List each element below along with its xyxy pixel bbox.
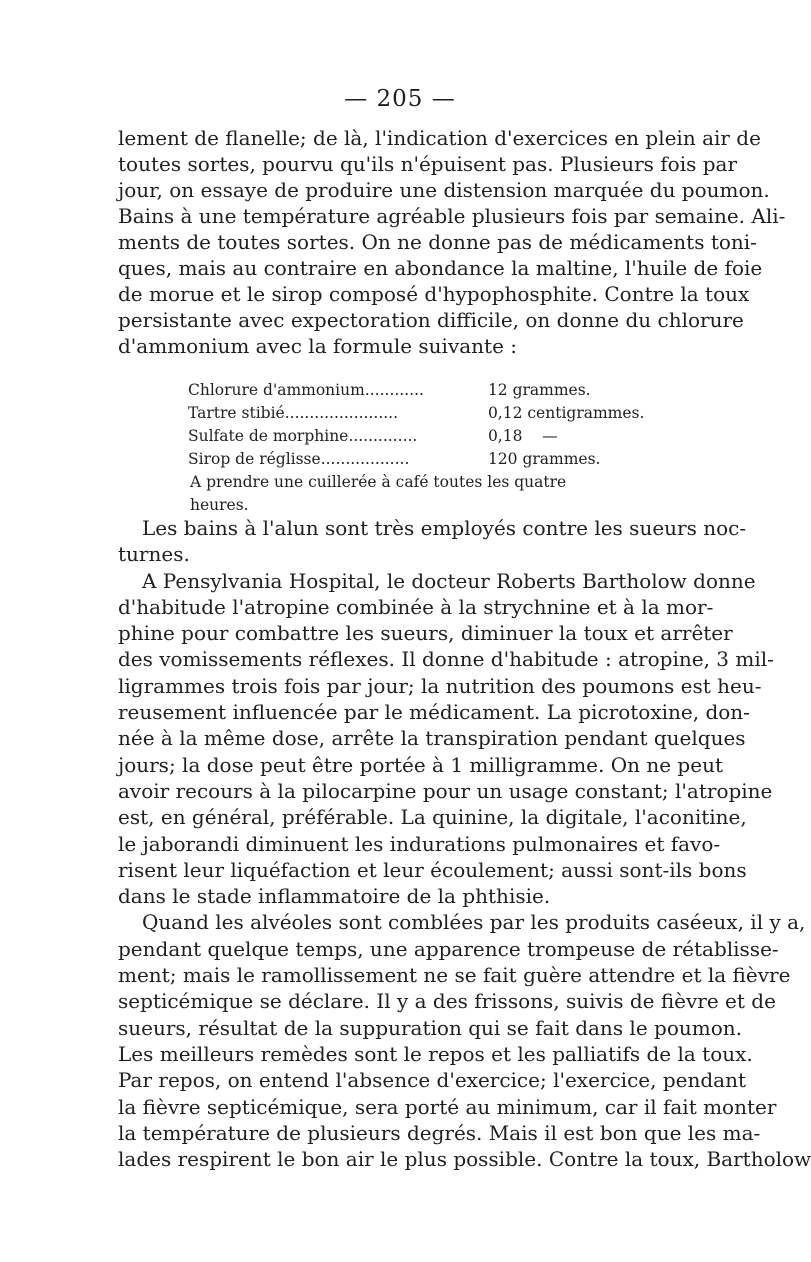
text-line: septicémique se déclare. Il y a des frissons, suivis de fièvre et de (118, 989, 776, 1014)
text-line: née à la même dose, arrête la transpiration pendant quelques (118, 726, 746, 751)
text-line: pendant quelque temps, une apparence trompeuse de rétablisse- (118, 936, 779, 961)
paragraph-remedies (118, 515, 811, 1172)
text-line: la fièvre septicémique, sera porté au minimum, car il fait monter (118, 1094, 777, 1119)
ingredient-name: Chlorure d'ammonium............ (188, 381, 424, 399)
page-number: — 205 — (344, 86, 456, 112)
text-line: Les bains à l'alun sont très employés contre les sueurs noc- (142, 516, 747, 540)
ingredient-quantity: 0,18 — (487, 427, 558, 445)
text-line: lement de flanelle; de là, l'indication d'exercices en plein air de (118, 126, 761, 150)
formula-row (188, 448, 608, 471)
text-line: ligrammes trois fois par jour; la nutrition des poumons est heu- (118, 673, 762, 698)
text-line: toutes sortes, pourvu qu'ils n'épuisent pas. Plusieurs fois par (118, 152, 738, 176)
prescription-formula (188, 379, 645, 514)
formula-row (188, 402, 645, 425)
text-line: avoir recours à la pilocarpine pour un usage constant; l'atropine (118, 778, 773, 803)
text-line: le jaborandi diminuent les indurations pulmonaires et favo- (118, 831, 721, 856)
text-line: d'ammonium avec la formule suivante : (118, 334, 518, 358)
text-line: jours; la dose peut être portée à 1 milligramme. On ne peut (118, 752, 723, 777)
text-line: Quand les alvéoles sont comblées par les produits caséeux, il y a, (142, 910, 806, 935)
text-line: est, en général, préférable. La quinine, la digitale, l'aconitine, (118, 805, 747, 830)
text-line: ques, mais au contraire en abondance la maltine, l'huile de foie (118, 256, 763, 280)
text-line: des vomissements réflexes. Il donne d'habitude : atropine, 3 mil- (118, 647, 774, 672)
ingredient-quantity: 0,12 centigrammes. (487, 404, 645, 422)
text-line: lades respirent le bon air le plus possible. Contre la toux, Bartholow (118, 1147, 811, 1172)
formula-row (188, 379, 608, 402)
paragraph-treatment (118, 125, 786, 359)
text-line: reusement influencée par le médicament. La picrotoxine, don- (118, 700, 750, 725)
text-line: Bains à une température agréable plusieurs fois par semaine. Ali- (118, 204, 786, 228)
text-line: la température de plusieurs degrés. Mais il est bon que les ma- (118, 1120, 761, 1145)
dosage-note: A prendre une cuillerée à café toutes les quatre heures. (190, 473, 567, 514)
text-line: Les meilleurs remèdes sont le repos et les palliatifs de la toux. (118, 1041, 753, 1066)
text-line: sueurs, résultat de la suppuration qui se fait dans le poumon. (118, 1015, 742, 1040)
text-line: Par repos, on entend l'absence d'exercice; l'exercice, pendant (118, 1068, 746, 1093)
formula-row (188, 425, 608, 448)
ingredient-name: Sulfate de morphine.............. (188, 427, 418, 445)
text-line: jour, on essaye de produire une distension marquée du poumon. (118, 178, 770, 202)
text-line: de morue et le sirop composé d'hypophosphite. Contre la toux (118, 282, 750, 306)
text-line: risent leur liquéfaction et leur écoulement; aussi sont-ils bons (118, 857, 747, 882)
ingredient-quantity: 12 grammes. (487, 381, 591, 399)
ingredient-name: Tartre stibié....................... (188, 404, 399, 422)
text-line: persistante avec expectoration difficile, on donne du chlorure (118, 308, 744, 332)
text-line: turnes. (118, 542, 190, 567)
ingredient-name: Sirop de réglisse.................. (188, 450, 410, 468)
text-line: A Pensylvania Hospital, le docteur Roberts Bartholow donne (142, 568, 756, 593)
text-line: d'habitude l'atropine combinée à la strychnine et à la mor- (118, 594, 714, 619)
text-line: ments de toutes sortes. On ne donne pas de médicaments toni- (118, 230, 757, 254)
text-line: ment; mais le ramollissement ne se fait guère attendre et la fièvre (118, 963, 791, 988)
text-line: phine pour combattre les sueurs, diminuer la toux et arrêter (118, 621, 733, 646)
text-line: dans le stade inflammatoire de la phthisie. (118, 884, 551, 909)
ingredient-quantity: 120 grammes. (487, 450, 601, 468)
